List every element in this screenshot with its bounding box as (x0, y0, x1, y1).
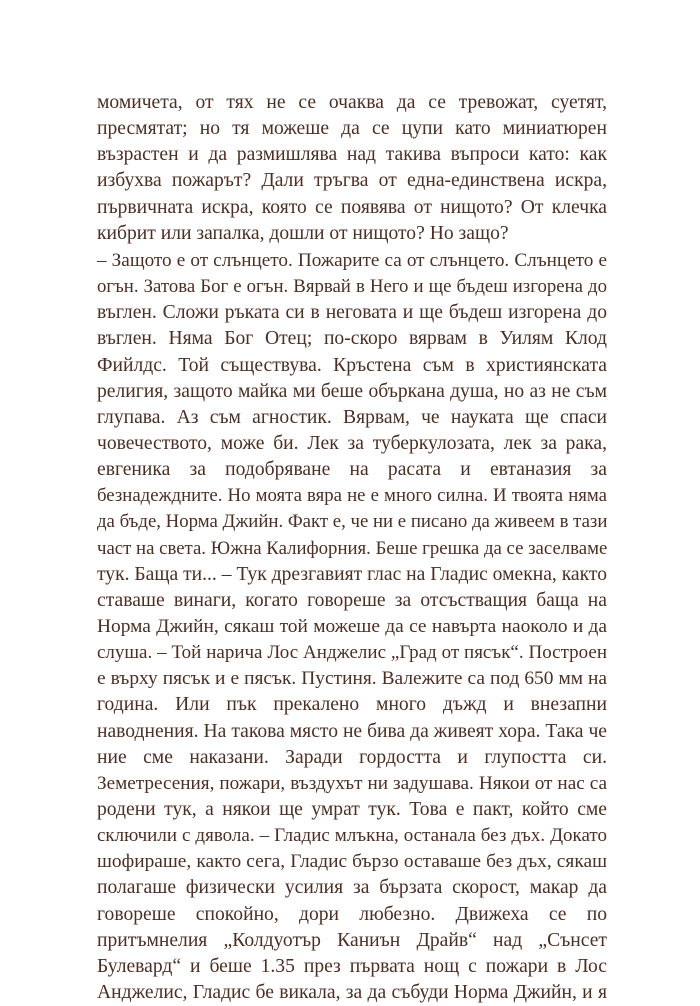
text-line: – Защото е от слънцето. Пожарите са от слънцето. Слънцето е (97, 250, 607, 271)
text-line: пресмятат; но тя можеше да се цупи като миниатюрен (97, 118, 607, 140)
text-line: година. Или пък прекалено много дъжд и внезапни (97, 694, 607, 716)
paragraph-2 (97, 248, 607, 1006)
text-line: ставаше винаги, когато говореше за отсъстващия баща на (97, 589, 607, 611)
text-line: полагаше физически усилия за бързата скорост, макар да (97, 877, 607, 899)
text-line: глупава. Аз съм агностик. Вярвам, че науката ще спаси (97, 406, 607, 428)
text-line: притъмнелия „Колдуотър Каниън Драйв“ над „Сънсет (97, 929, 607, 951)
text-line: наводнения. На такова място не бива да живеят хора. Така че (97, 720, 607, 742)
text-line: евгеника за подобряване на расата и евтаназия за (97, 459, 607, 481)
text-line: Анджелис, Гладис бе викала, за да събуди Норма Джийн, и я (97, 981, 607, 1003)
text-line: Фийлдс. Той съществува. Кръстена съм в християнската (97, 354, 607, 376)
text-line: безнадеждните. Но моята вяра не е много силна. И твоята няма (97, 485, 607, 507)
text-line: Земетресения, пожари, въздухът ни задушава. Някои от нас са (97, 772, 607, 794)
text-line: Норма Джийн, сякаш той можеше да се навърта наоколо и да (97, 615, 607, 637)
text-line: въглен. Няма Бог Отец; по-скоро вярвам в Уилям Клод (97, 328, 607, 350)
text-line: избухва пожарът? Дали тръгва от една-единствена искра, (97, 170, 607, 192)
text-line: да бъде, Норма Джийн. Факт е, че ни е писано да живеем в тази (97, 511, 608, 533)
text-line: родени тук, а някои ще умрат тук. Това е пакт, който сме (97, 798, 607, 820)
text-line: огън. Затова Бог е огън. Вярвай в Него и ще бъдеш изгорена до (97, 276, 607, 298)
paragraph-1 (97, 90, 607, 247)
text-line: Булевард“ и беше 1.35 през първата нощ с пожари в Лос (97, 955, 607, 977)
text-line: част на света. Южна Калифорния. Беше грешка да се заселваме (97, 537, 608, 559)
text-line: въглен. Сложи ръката си в неговата и ще бъдеш изгорена до (97, 302, 607, 324)
text-line: религия, защото майка ми беше объркана душа, но аз не съм (97, 380, 607, 402)
text-line: говореше спокойно, дори любезно. Движеха се по (97, 903, 607, 925)
text-line: слуша. – Той нарича Лос Анджелис „Град от пясък“. Построен (97, 642, 607, 664)
text-line: ние сме наказани. Заради гордостта и глупостта си. (97, 746, 607, 768)
text-line: момичета, от тях не се очаква да се тревожат, суетят, (97, 92, 607, 113)
text-line: тук. Баща ти... – Тук дрезгавият глас на Гладис омекна, както (97, 563, 607, 585)
text-line: кибрит или запалка, дошли от нищото? Но защо? (97, 222, 509, 244)
text-line: възрастен и да размишлява над такива въпроси като: как (97, 144, 607, 166)
text-line: е върху пясък и е пясък. Пустиня. Валежите са под 650 мм на (97, 668, 607, 690)
text-line: сключили с дявола. – Гладис млъкна, останала без дъх. Докато (97, 825, 607, 847)
text-line: човечеството, може би. Лек за туберкулозата, лек за рака, (97, 432, 607, 454)
text-line: шофираше, както сега, Гладис бързо оставаше без дъх, сякаш (97, 851, 607, 873)
text-line: първичната искра, която се появява от нищото? От клечка (97, 196, 607, 218)
